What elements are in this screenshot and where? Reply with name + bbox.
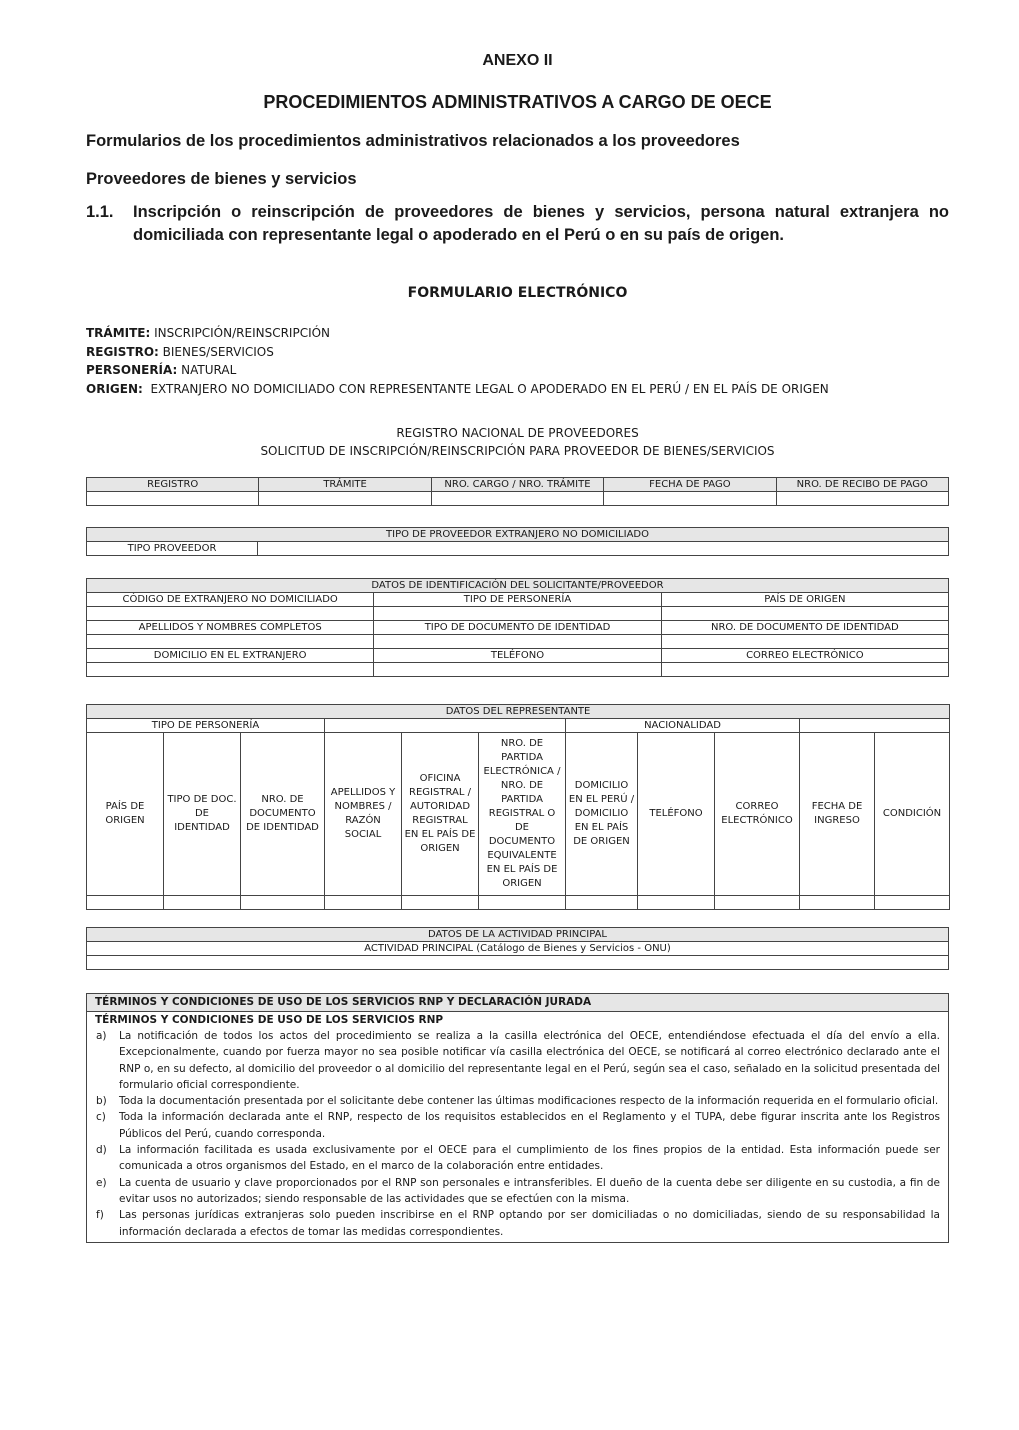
label-rep-tipo-personeria: TIPO DE PERSONERÍA — [87, 719, 325, 733]
label-pais-origen: PAÍS DE ORIGEN — [661, 593, 948, 607]
col-correo: CORREO ELECTRÓNICO — [715, 733, 800, 896]
registry-heading — [86, 424, 949, 460]
section-heading — [86, 201, 949, 247]
terms-item: d) La información facilitada es usada exclusivamente por el OECE para el cumplimiento de los fines propios de la entidad. Esta información puede ser comunicada a otros organismos del Estado, en el marco de la colaboración entre entidades. — [96, 1144, 940, 1173]
meta-tramite: TRÁMITE: INSCRIPCIÓN/REINSCRIPCIÓN — [86, 326, 331, 340]
label-correo: CORREO ELECTRÓNICO — [661, 649, 948, 663]
col-telefono: TELÉFONO — [638, 733, 715, 896]
field-registro[interactable] — [87, 492, 259, 506]
section-title: Inscripción o reinscripción de proveedores de bienes y servicios, persona natural extranjera no domiciliada con representante legal o apoderado en el Perú o en su país de origen. — [133, 203, 949, 244]
field-rep-correo[interactable] — [715, 896, 800, 910]
field-rep-telefono[interactable] — [638, 896, 715, 910]
field-apellidos-nombres[interactable] — [87, 635, 374, 649]
tipo-proveedor-title: TIPO DE PROVEEDOR EXTRANJERO NO DOMICILIADO — [87, 528, 949, 542]
tipo-proveedor-field[interactable] — [258, 542, 949, 556]
header-tramite: TRÁMITE — [259, 478, 431, 492]
field-rep-domicilio[interactable] — [566, 896, 638, 910]
col-nro-partida: NRO. DE PARTIDA ELECTRÓNICA / NRO. DE PARTIDA REGISTRAL O DE DOCUMENTO EQUIVALENTE EN EL PAÍS DE ORIGEN — [479, 733, 566, 896]
field-rep-tipo-personeria[interactable] — [325, 719, 566, 733]
field-tramite[interactable] — [259, 492, 431, 506]
terms-item: f) Las personas jurídicas extranjeras solo pueden inscribirse en el RNP optando por ser domiciliadas o no domiciliadas, siendo de su responsabilidad la información declarada a efectos de tomar las medidas correspondientes. — [96, 1209, 940, 1238]
section-number: 1.1. — [86, 203, 114, 221]
terms-title: TÉRMINOS Y CONDICIONES DE USO DE LOS SERVICIOS RNP Y DECLARACIÓN JURADA — [87, 994, 948, 1012]
tipo-proveedor-table — [86, 527, 949, 556]
field-rep-apellidos[interactable] — [325, 896, 402, 910]
tipo-proveedor-label: TIPO PROVEEDOR — [87, 542, 258, 556]
actividad-subtitle: ACTIVIDAD PRINCIPAL (Catálogo de Bienes y Servicios - ONU) — [87, 942, 949, 956]
label-telefono: TELÉFONO — [374, 649, 661, 663]
representante-table — [86, 704, 950, 910]
col-pais-origen: PAÍS DE ORIGEN — [87, 733, 164, 896]
page-title: PROCEDIMIENTOS ADMINISTRATIVOS A CARGO DE OECE — [263, 92, 772, 112]
col-condicion: CONDICIÓN — [875, 733, 950, 896]
registry-title: REGISTRO NACIONAL DE PROVEEDORES — [396, 426, 639, 440]
header-nro-cargo: NRO. CARGO / NRO. TRÁMITE — [431, 478, 603, 492]
registro-table — [86, 477, 949, 506]
label-codigo-extranjero: CÓDIGO DE EXTRANJERO NO DOMICILIADO — [87, 593, 374, 607]
actividad-title: DATOS DE LA ACTIVIDAD PRINCIPAL — [87, 928, 949, 942]
field-fecha-pago[interactable] — [604, 492, 776, 506]
actividad-table — [86, 927, 949, 970]
col-domicilio: DOMICILIO EN EL PERÚ / DOMICILIO EN EL PAÍS DE ORIGEN — [566, 733, 638, 896]
field-nro-documento[interactable] — [661, 635, 948, 649]
registry-subtitle: SOLICITUD DE INSCRIPCIÓN/REINSCRIPCIÓN PARA PROVEEDOR DE BIENES/SERVICIOS — [260, 444, 775, 458]
label-tipo-personeria: TIPO DE PERSONERÍA — [374, 593, 661, 607]
field-rep-partida[interactable] — [479, 896, 566, 910]
form-title: FORMULARIO ELECTRÓNICO — [407, 285, 628, 301]
field-rep-tipo-doc[interactable] — [164, 896, 241, 910]
header-registro: REGISTRO — [87, 478, 259, 492]
terms-subtitle: TÉRMINOS Y CONDICIONES DE USO DE LOS SERVICIOS RNP — [95, 1014, 444, 1026]
label-rep-nacionalidad: NACIONALIDAD — [566, 719, 800, 733]
identificacion-title: DATOS DE IDENTIFICACIÓN DEL SOLICITANTE/PROVEEDOR — [87, 579, 949, 593]
field-rep-condicion[interactable] — [875, 896, 950, 910]
field-domicilio-extranjero[interactable] — [87, 663, 374, 677]
meta-registro: REGISTRO: BIENES/SERVICIOS — [86, 344, 274, 359]
field-tipo-personeria[interactable] — [374, 607, 661, 621]
meta-origen: ORIGEN: EXTRANJERO NO DOMICILIADO CON REPRESENTANTE LEGAL O APODERADO EN EL PERÚ / EN EL PAÍS DE ORIGEN — [86, 381, 829, 396]
col-nro-documento: NRO. DE DOCUMENTO DE IDENTIDAD — [241, 733, 325, 896]
identificacion-table — [86, 578, 949, 677]
label-apellidos-nombres: APELLIDOS Y NOMBRES COMPLETOS — [87, 621, 374, 635]
terms-item: a) La notificación de todos los actos del procedimiento se realiza a la casilla electrónica del OECE, entendiéndose efectuada el día del envío a ella. Excepcionalmente, cuando por fuerza mayor no sea posible notificar vía casilla electrónica del OECE, se notificará al correo electrónico declarado ante el RNP o, en su defecto, al domicilio del proveedor o al domicilio del representante legal en el Perú, según sea el caso, señalado en la solicitud presentada del formulario oficial correspondiente. — [96, 1030, 940, 1091]
field-rep-nro-doc[interactable] — [241, 896, 325, 910]
col-tipo-doc: TIPO DE DOC. DE IDENTIDAD — [164, 733, 241, 896]
field-rep-nacionalidad[interactable] — [800, 719, 950, 733]
field-nro-recibo[interactable] — [776, 492, 948, 506]
terms-item: b) Toda la documentación presentada por el solicitante debe contener las últimas modificaciones respecto de la información requerida en el formulario oficial. — [96, 1095, 939, 1108]
field-rep-oficina[interactable] — [402, 896, 479, 910]
field-rep-fecha[interactable] — [800, 896, 875, 910]
form-meta — [86, 324, 829, 398]
field-nro-cargo[interactable] — [431, 492, 603, 506]
label-tipo-documento: TIPO DE DOCUMENTO DE IDENTIDAD — [374, 621, 661, 635]
representante-title: DATOS DEL REPRESENTANTE — [87, 705, 950, 719]
field-tipo-documento[interactable] — [374, 635, 661, 649]
terms-item: e) La cuenta de usuario y clave proporcionados por el RNP son personales e intransferibles. El dueño de la cuenta debe ser diligente en su custodia, a fin de evitar usos no autorizados; siendo responsable de las actividades que se efectúen con la misma. — [96, 1176, 940, 1205]
terms-box — [86, 993, 949, 1243]
col-fecha-ingreso: FECHA DE INGRESO — [800, 733, 875, 896]
header-fecha-pago: FECHA DE PAGO — [604, 478, 776, 492]
forms-heading: Formularios de los procedimientos administrativos relacionados a los proveedores — [86, 132, 740, 150]
terms-item: c) Toda la información declarada ante el RNP, respecto de los requisitos establecidos en el Reglamento y el TUPA, debe figurar inscrita ante los Registros Públicos del Perú, cuando corresponda. — [96, 1111, 940, 1140]
meta-personeria: PERSONERÍA: NATURAL — [86, 363, 237, 377]
field-rep-pais[interactable] — [87, 896, 164, 910]
category-heading: Proveedores de bienes y servicios — [86, 170, 357, 188]
header-nro-recibo: NRO. DE RECIBO DE PAGO — [776, 478, 948, 492]
field-telefono[interactable] — [374, 663, 661, 677]
label-domicilio-extranjero: DOMICILIO EN EL EXTRANJERO — [87, 649, 374, 663]
field-codigo-extranjero[interactable] — [87, 607, 374, 621]
col-apellidos-razon-social: APELLIDOS Y NOMBRES / RAZÓN SOCIAL — [325, 733, 402, 896]
label-nro-documento: NRO. DE DOCUMENTO DE IDENTIDAD — [661, 621, 948, 635]
field-pais-origen[interactable] — [661, 607, 948, 621]
annex-label: ANEXO II — [482, 52, 553, 69]
col-oficina-registral: OFICINA REGISTRAL / AUTORIDAD REGISTRAL EN EL PAÍS DE ORIGEN — [402, 733, 479, 896]
field-correo[interactable] — [661, 663, 948, 677]
field-actividad[interactable] — [87, 956, 949, 970]
